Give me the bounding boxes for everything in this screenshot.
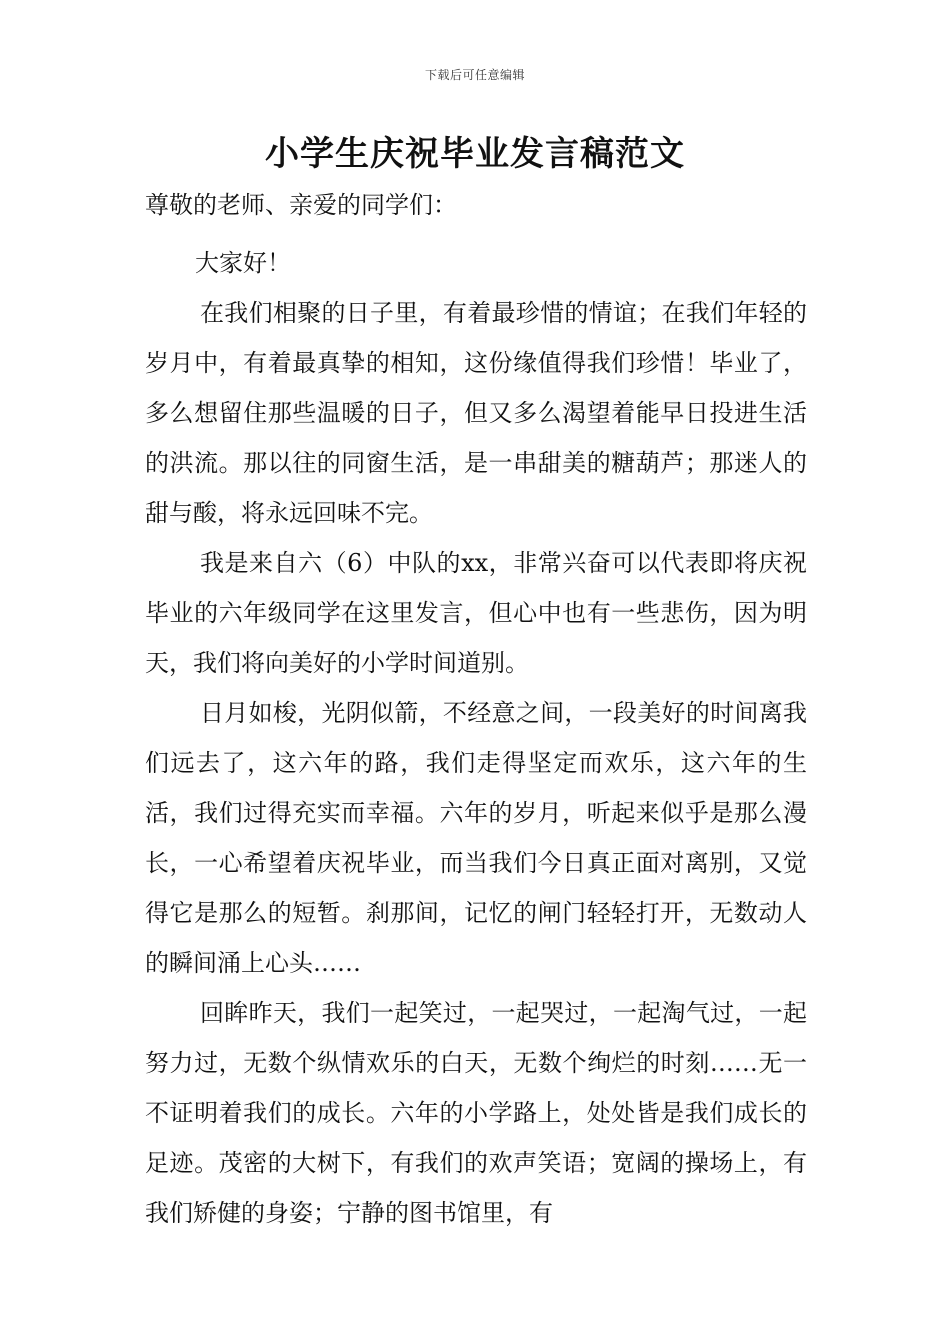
header-note: 下载后可任意编辑 [424, 68, 525, 82]
page-title: 小学生庆祝毕业发言稿范文 [265, 134, 685, 174]
greeting: 大家好！ [195, 249, 291, 277]
paragraph: 在我们相聚的日子里，有着最珍惜的情谊；在我们年轻的岁月中，有着最真挚的相知，这份缘值得我们珍惜！毕业了，多么想留住那些温暖的日子，但又多么渴望着能早日投进生活的洪流。那以往的同窗生活，是一串甜美的糖葫芦；那迷人的甜与酸，将永远回味不完。 [145, 299, 807, 527]
paragraph: 日月如梭，光阴似箭，不经意之间，一段美好的时间离我们远去了，这六年的路，我们走得坚定而欢乐，这六年的生活，我们过得充实而幸福。六年的岁月，听起来似乎是那么漫长，一心希望着庆祝毕业，而当我们今日真正面对离别，又觉得它是那么的短暂。刹那间，记忆的闸门轻轻打开，无数动人的瞬间涌上心头…… [145, 699, 807, 977]
document-body [145, 180, 807, 1238]
paragraph: 回眸昨天，我们一起笑过，一起哭过，一起淘气过，一起努力过，无数个纵情欢乐的白天，无数个绚烂的时刻……无一不证明着我们的成长。六年的小学路上，处处皆是我们成长的足迹。茂密的大树下，有我们的欢声笑语；宽阔的操场上，有我们矫健的身姿；宁静的图书馆里，有 [145, 999, 807, 1227]
salutation: 尊敬的老师、亲爱的同学们： [145, 191, 457, 219]
paragraph: 我是来自六（6）中队的xx，非常兴奋可以代表即将庆祝毕业的六年级同学在这里发言，但心中也有一些悲伤，因为明天，我们将向美好的小学时间道别。 [145, 549, 807, 677]
